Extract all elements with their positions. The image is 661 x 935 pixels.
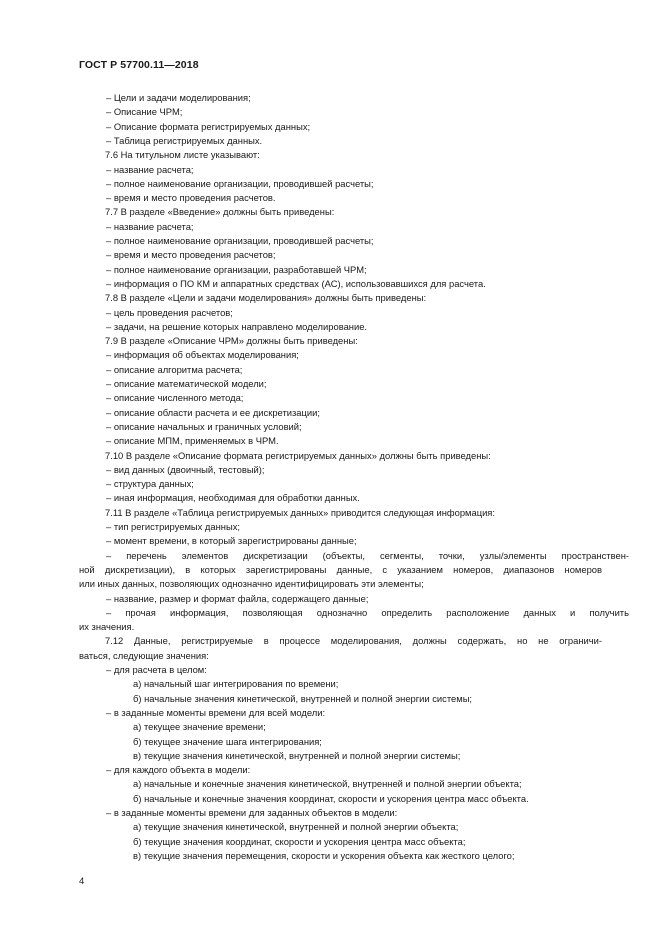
text-line: – иная информация, необходимая для обработки данных. (106, 492, 360, 504)
text-line: – полное наименование организации, проводившей расчеты; (106, 177, 374, 189)
text-line: – полное наименование организации, проводившей расчеты; (106, 235, 374, 246)
page-number: 4 (79, 876, 85, 887)
text-line: 7.11 В разделе «Таблица регистрируемых данных» приводится следующая информация: (105, 506, 495, 518)
text-line: – тип регистрируемых данных; (106, 521, 240, 532)
text-line: – описание алгоритма расчета; (106, 363, 243, 375)
text-line: 7.12 Данные, регистрируемые в процессе моделирования, должны содержать, но не ограничи- (105, 635, 602, 647)
text-line: – для каждого объекта в модели: (106, 764, 251, 776)
text-line: б) начальные значения кинетической, внутренней и полной энергии системы; (133, 692, 473, 704)
text-line: б) текущие значения координат, скорости и ускорения центра масс объекта; (133, 835, 466, 847)
text-line: – в заданные моменты времени для всей модели: (106, 706, 326, 718)
text-line: – момент времени, в который зарегистрированы данные; (106, 535, 357, 547)
text-line: – Цели и задачи моделирования; (106, 92, 251, 103)
text-line: 7.10 В разделе «Описание формата регистрируемых данных» должны быть приведены: (105, 449, 491, 461)
text-line: – название расчета; (106, 163, 194, 175)
text-line: а) текущие значения кинетической, внутренней и полной энергии объекта; (133, 821, 459, 833)
text-line: в) текущие значения кинетической, внутренней и полной энергии системы; (133, 749, 461, 761)
text-line: 7.6 На титульном листе указывают: (105, 149, 260, 161)
text-line: – информация об объектах моделирования; (106, 349, 299, 361)
text-line: ваться, следующие значения: (79, 649, 209, 661)
text-line: – описание начальных и граничных условий; (106, 420, 302, 432)
text-line: – информация о ПО КМ и аппаратных средствах (АС), использовавшихся для расчета. (106, 277, 486, 289)
text-line: – вид данных (двоичный, тестовый); (106, 463, 265, 475)
text-line: – время и место проведения расчетов; (106, 249, 276, 261)
text-line: – название, размер и формат файла, содержащего данные; (106, 592, 369, 604)
text-line: – прочая информация, позволяющая однозначно определить расположение данных и получить (106, 606, 629, 618)
text-line: – описание численного метода; (106, 392, 244, 404)
text-line: – задачи, на решение которых направлено моделирование. (106, 320, 368, 332)
text-line: – Описание формата регистрируемых данных; (106, 120, 311, 132)
text-line: – описание МПМ, применяемых в ЧРМ. (106, 435, 279, 447)
text-line: или иных данных, позволяющих однозначно идентифицировать эти элементы; (79, 578, 424, 590)
text-line: 7.8 В разделе «Цели и задачи моделирования» должны быть приведены: (105, 292, 427, 304)
text-line: – структура данных; (106, 478, 194, 490)
text-line: – перечень элементов дискретизации (объекты, сегменты, точки, узлы/элементы пространствен- (106, 549, 629, 561)
text-line: ной дискретизации), в которых зарегистрированы данные, с указанием номеров, диапазонов номеров (79, 563, 602, 575)
text-line: б) начальные и конечные значения координат, скорости и ускорения центра масс объекта. (133, 792, 529, 804)
text-line: их значения. (79, 621, 135, 633)
text-line: – описание математической модели; (106, 378, 267, 389)
text-line: 7.7 В разделе «Введение» должны быть приведены: (105, 206, 335, 218)
text-line: – Описание ЧРМ; (106, 106, 183, 118)
text-line: – цель проведения расчетов; (106, 306, 233, 318)
text-line: б) текущее значение шага интегрирования; (133, 735, 322, 747)
text-line: а) текущее значение времени; (133, 721, 266, 733)
text-line: 7.9 В разделе «Описание ЧРМ» должны быть приведены: (105, 335, 358, 347)
text-line: – описание области расчета и ее дискретизации; (106, 406, 320, 418)
text-line: в) текущие значения перемещения, скорости и ускорения объекта как жесткого целого; (133, 849, 515, 861)
text-line: – в заданные моменты времени для заданных объектов в модели: (106, 807, 398, 818)
document-header: ГОСТ Р 57700.11—2018 (79, 59, 199, 71)
text-line: а) начальный шаг интегрирования по времени; (133, 678, 339, 690)
text-line: – для расчета в целом: (106, 664, 207, 675)
text-line: – полное наименование организации, разработавшей ЧРМ; (106, 263, 367, 275)
text-line: – Таблица регистрируемых данных. (106, 134, 263, 146)
text-line: а) начальные и конечные значения кинетической, внутренней и полной энергии объекта; (133, 778, 522, 790)
text-line: – название расчета; (106, 220, 194, 232)
text-line: – время и место проведения расчетов. (106, 192, 276, 204)
